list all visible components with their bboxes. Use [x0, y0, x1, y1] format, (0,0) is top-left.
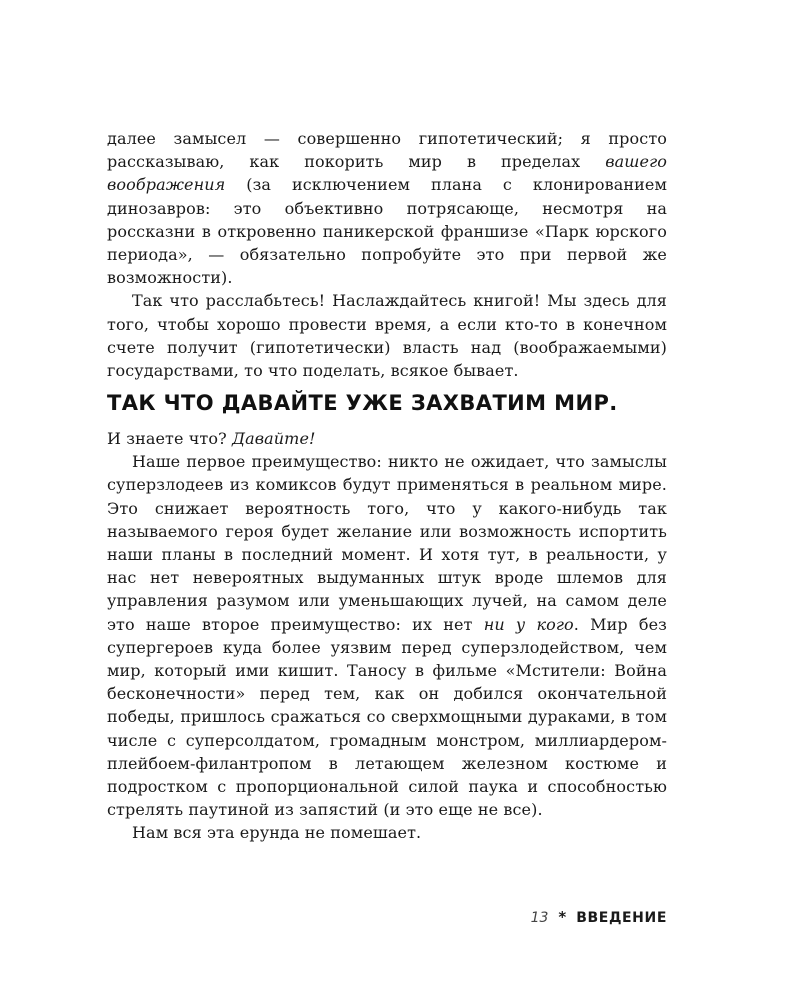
section-name: ВВЕДЕНИЕ [576, 910, 667, 926]
emphasis: Давайте! [231, 429, 316, 448]
section-heading: ТАК ЧТО ДАВАЙТЕ УЖЕ ЗАХВАТИМ МИР. [107, 391, 618, 415]
paragraph: И знаете что? Давайте! [107, 429, 316, 448]
running-footer [531, 908, 667, 926]
paragraph: Так что расслабьтесь! Наслаждайтесь книгой! Мы здесь для того, чтобы хорошо провести время, а если кто-то в конечном счете получит (гипотетически) власть над (воображаемыми) государствами, то что поделать, всякое бывает. [107, 291, 667, 381]
paragraph: далее замысел — совершенно гипотетический; я просто рассказываю, как покорить мир в пределах вашего воображения (за исключением плана с клонированием динозавров: это объективно потрясающе, несмотря на россказни в откровенно паникерской франшизе «Парк юрского периода», — обязательно попробуйте это при первой же возможности). [107, 129, 667, 288]
intro-text-block [107, 127, 667, 382]
star-icon: * [558, 908, 567, 926]
paragraph: Наше первое преимущество: никто не ожидает, что замыслы суперзлодеев из комиксов будут применяться в реальном мире. Это снижает вероятность того, что у какого-нибудь так называемого героя будет желание или возможность испортить наши планы в последний момент. И хотя тут, в реальности, у нас нет невероятных выдуманных штук вроде шлемов для управления разумом или уменьшающих лучей, на самом деле это наше второе преимущество: их нет ни у кого. Мир без супергероев куда более уязвим перед суперзлодейством, чем мир, который ими кишит. Таносу в фильме «Мстители: Война бесконечности» перед тем, как он добился окончательной победы, пришлось сражаться со сверхмощными дураками, в том числе с суперсолдатом, громадным монстром, миллиардером-плейбоем-филантропом в летающем железном костюме и подростком с пропорциональной силой паука и способностью стрелять паутиной из запястий (и это еще не все). [107, 452, 667, 820]
paragraph: Нам вся эта ерунда не помешает. [132, 823, 422, 843]
section-text-block [107, 427, 667, 845]
emphasis: ни у кого [483, 614, 574, 634]
emphasis: вашего воображения [107, 152, 667, 195]
page-number: 13 [530, 910, 549, 926]
